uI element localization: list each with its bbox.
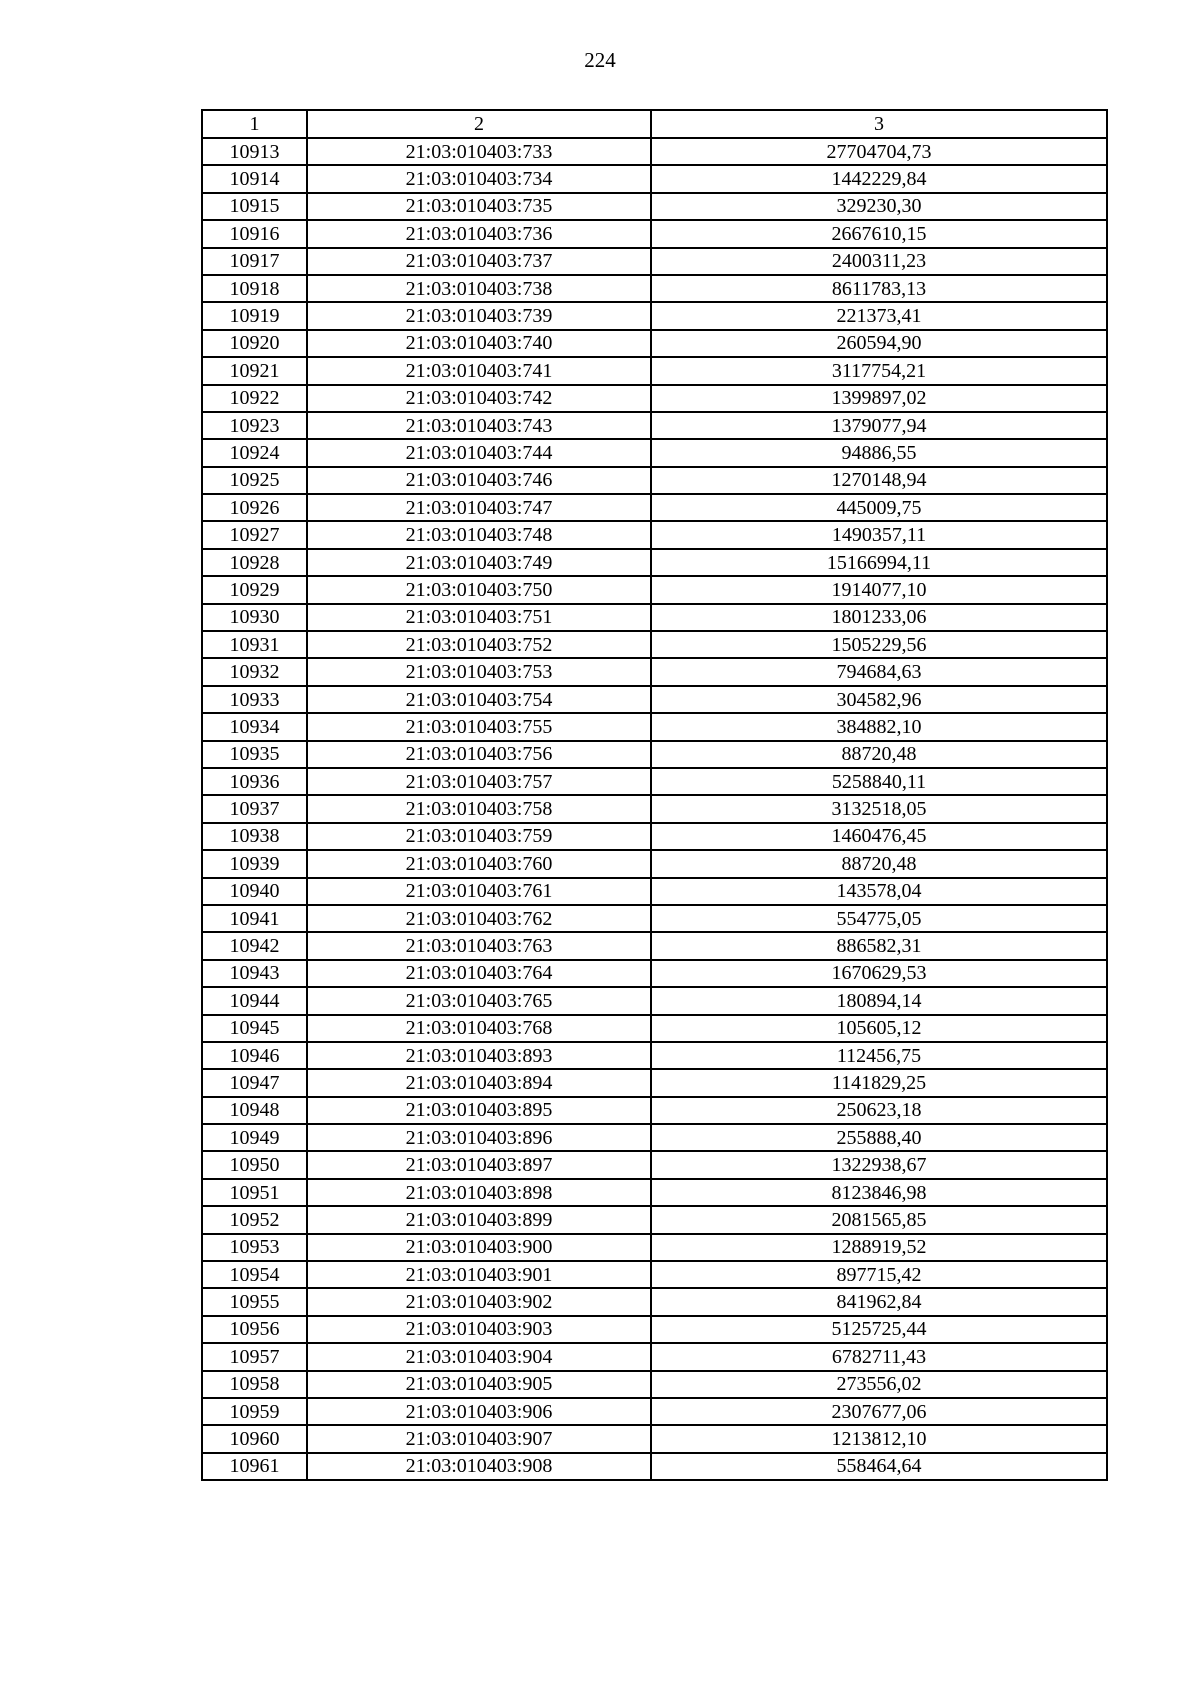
data-table (201, 109, 1108, 1481)
cadastral-number-cell: 21:03:010403:749 (307, 549, 651, 576)
column-header-2: 2 (307, 110, 651, 138)
cadastral-number-cell: 21:03:010403:736 (307, 220, 651, 247)
value-cell: 1141829,25 (651, 1069, 1107, 1096)
value-cell: 221373,41 (651, 302, 1107, 329)
cadastral-number-cell: 21:03:010403:899 (307, 1206, 651, 1233)
cadastral-number-cell: 21:03:010403:739 (307, 302, 651, 329)
value-cell: 1505229,56 (651, 631, 1107, 658)
table-row (202, 932, 1107, 959)
value-cell: 8611783,13 (651, 275, 1107, 302)
table-header-row (202, 110, 1107, 138)
row-number-cell: 10917 (202, 248, 307, 275)
value-cell: 558464,64 (651, 1453, 1107, 1480)
cadastral-number-cell: 21:03:010403:733 (307, 138, 651, 165)
value-cell: 94886,55 (651, 439, 1107, 466)
cadastral-number-cell: 21:03:010403:756 (307, 741, 651, 768)
table-row (202, 1425, 1107, 1452)
value-cell: 445009,75 (651, 494, 1107, 521)
cadastral-number-cell: 21:03:010403:747 (307, 494, 651, 521)
cadastral-number-cell: 21:03:010403:753 (307, 658, 651, 685)
table-row (202, 686, 1107, 713)
cadastral-number-cell: 21:03:010403:740 (307, 330, 651, 357)
table-row (202, 1015, 1107, 1042)
table-row (202, 1206, 1107, 1233)
cadastral-number-cell: 21:03:010403:902 (307, 1288, 651, 1315)
cadastral-number-cell: 21:03:010403:905 (307, 1371, 651, 1398)
table-row (202, 248, 1107, 275)
table-row (202, 768, 1107, 795)
row-number-cell: 10915 (202, 193, 307, 220)
value-cell: 554775,05 (651, 905, 1107, 932)
value-cell: 180894,14 (651, 987, 1107, 1014)
value-cell: 27704704,73 (651, 138, 1107, 165)
value-cell: 329230,30 (651, 193, 1107, 220)
table-row (202, 1151, 1107, 1178)
row-number-cell: 10953 (202, 1234, 307, 1261)
value-cell: 88720,48 (651, 850, 1107, 877)
table-row (202, 385, 1107, 412)
row-number-cell: 10918 (202, 275, 307, 302)
row-number-cell: 10941 (202, 905, 307, 932)
row-number-cell: 10957 (202, 1343, 307, 1370)
cadastral-number-cell: 21:03:010403:744 (307, 439, 651, 466)
value-cell: 250623,18 (651, 1097, 1107, 1124)
cadastral-number-cell: 21:03:010403:901 (307, 1261, 651, 1288)
cadastral-number-cell: 21:03:010403:908 (307, 1453, 651, 1480)
table-row (202, 330, 1107, 357)
table-row (202, 357, 1107, 384)
row-number-cell: 10946 (202, 1042, 307, 1069)
table-row (202, 138, 1107, 165)
table-row (202, 1371, 1107, 1398)
table-row (202, 987, 1107, 1014)
row-number-cell: 10950 (202, 1151, 307, 1178)
row-number-cell: 10934 (202, 713, 307, 740)
row-number-cell: 10920 (202, 330, 307, 357)
value-cell: 255888,40 (651, 1124, 1107, 1151)
table-row (202, 741, 1107, 768)
cadastral-number-cell: 21:03:010403:754 (307, 686, 651, 713)
row-number-cell: 10929 (202, 576, 307, 603)
table-row (202, 823, 1107, 850)
cadastral-number-cell: 21:03:010403:735 (307, 193, 651, 220)
row-number-cell: 10942 (202, 932, 307, 959)
table-row (202, 604, 1107, 631)
row-number-cell: 10925 (202, 467, 307, 494)
cadastral-number-cell: 21:03:010403:751 (307, 604, 651, 631)
table-row (202, 850, 1107, 877)
table-row (202, 1124, 1107, 1151)
cadastral-number-cell: 21:03:010403:895 (307, 1097, 651, 1124)
row-number-cell: 10943 (202, 960, 307, 987)
row-number-cell: 10956 (202, 1316, 307, 1343)
column-header-1: 1 (202, 110, 307, 138)
row-number-cell: 10922 (202, 385, 307, 412)
table-row (202, 1042, 1107, 1069)
value-cell: 1670629,53 (651, 960, 1107, 987)
row-number-cell: 10945 (202, 1015, 307, 1042)
cadastral-number-cell: 21:03:010403:737 (307, 248, 651, 275)
cadastral-number-cell: 21:03:010403:750 (307, 576, 651, 603)
row-number-cell: 10939 (202, 850, 307, 877)
row-number-cell: 10914 (202, 165, 307, 192)
table-row (202, 1069, 1107, 1096)
cadastral-number-cell: 21:03:010403:763 (307, 932, 651, 959)
cadastral-number-cell: 21:03:010403:746 (307, 467, 651, 494)
value-cell: 273556,02 (651, 1371, 1107, 1398)
table-row (202, 878, 1107, 905)
value-cell: 1288919,52 (651, 1234, 1107, 1261)
table-row (202, 658, 1107, 685)
table-row (202, 165, 1107, 192)
value-cell: 1270148,94 (651, 467, 1107, 494)
cadastral-number-cell: 21:03:010403:896 (307, 1124, 651, 1151)
row-number-cell: 10923 (202, 412, 307, 439)
value-cell: 260594,90 (651, 330, 1107, 357)
cadastral-number-cell: 21:03:010403:752 (307, 631, 651, 658)
table-row (202, 1398, 1107, 1425)
table-row (202, 220, 1107, 247)
row-number-cell: 10916 (202, 220, 307, 247)
value-cell: 794684,63 (651, 658, 1107, 685)
table-row (202, 905, 1107, 932)
table-row (202, 576, 1107, 603)
cadastral-number-cell: 21:03:010403:897 (307, 1151, 651, 1178)
value-cell: 15166994,11 (651, 549, 1107, 576)
table-row (202, 1453, 1107, 1480)
value-cell: 3132518,05 (651, 795, 1107, 822)
table-row (202, 1234, 1107, 1261)
cadastral-number-cell: 21:03:010403:906 (307, 1398, 651, 1425)
cadastral-number-cell: 21:03:010403:904 (307, 1343, 651, 1370)
table-row (202, 713, 1107, 740)
cadastral-number-cell: 21:03:010403:898 (307, 1179, 651, 1206)
value-cell: 88720,48 (651, 741, 1107, 768)
row-number-cell: 10955 (202, 1288, 307, 1315)
table-row (202, 1288, 1107, 1315)
cadastral-number-cell: 21:03:010403:757 (307, 768, 651, 795)
row-number-cell: 10928 (202, 549, 307, 576)
row-number-cell: 10951 (202, 1179, 307, 1206)
value-cell: 886582,31 (651, 932, 1107, 959)
table-row (202, 494, 1107, 521)
row-number-cell: 10937 (202, 795, 307, 822)
value-cell: 1213812,10 (651, 1425, 1107, 1452)
value-cell: 1399897,02 (651, 385, 1107, 412)
table-row (202, 1097, 1107, 1124)
cadastral-number-cell: 21:03:010403:764 (307, 960, 651, 987)
cadastral-number-cell: 21:03:010403:738 (307, 275, 651, 302)
cadastral-number-cell: 21:03:010403:760 (307, 850, 651, 877)
row-number-cell: 10961 (202, 1453, 307, 1480)
value-cell: 112456,75 (651, 1042, 1107, 1069)
table-row (202, 521, 1107, 548)
row-number-cell: 10952 (202, 1206, 307, 1233)
cadastral-number-cell: 21:03:010403:734 (307, 165, 651, 192)
value-cell: 1490357,11 (651, 521, 1107, 548)
table-row (202, 193, 1107, 220)
row-number-cell: 10958 (202, 1371, 307, 1398)
table-row (202, 275, 1107, 302)
value-cell: 3117754,21 (651, 357, 1107, 384)
value-cell: 2400311,23 (651, 248, 1107, 275)
value-cell: 1322938,67 (651, 1151, 1107, 1178)
cadastral-number-cell: 21:03:010403:903 (307, 1316, 651, 1343)
value-cell: 2081565,85 (651, 1206, 1107, 1233)
value-cell: 1442229,84 (651, 165, 1107, 192)
table-row (202, 960, 1107, 987)
value-cell: 1460476,45 (651, 823, 1107, 850)
table-row (202, 549, 1107, 576)
table-body (202, 110, 1107, 1480)
cadastral-number-cell: 21:03:010403:755 (307, 713, 651, 740)
value-cell: 5125725,44 (651, 1316, 1107, 1343)
row-number-cell: 10959 (202, 1398, 307, 1425)
value-cell: 304582,96 (651, 686, 1107, 713)
table-row (202, 302, 1107, 329)
cadastral-number-cell: 21:03:010403:765 (307, 987, 651, 1014)
value-cell: 841962,84 (651, 1288, 1107, 1315)
value-cell: 1379077,94 (651, 412, 1107, 439)
value-cell: 384882,10 (651, 713, 1107, 740)
row-number-cell: 10935 (202, 741, 307, 768)
value-cell: 105605,12 (651, 1015, 1107, 1042)
row-number-cell: 10954 (202, 1261, 307, 1288)
cadastral-number-cell: 21:03:010403:900 (307, 1234, 651, 1261)
column-header-3: 3 (651, 110, 1107, 138)
value-cell: 8123846,98 (651, 1179, 1107, 1206)
table-row (202, 467, 1107, 494)
table-row (202, 1179, 1107, 1206)
row-number-cell: 10927 (202, 521, 307, 548)
cadastral-number-cell: 21:03:010403:907 (307, 1425, 651, 1452)
cadastral-number-cell: 21:03:010403:741 (307, 357, 651, 384)
value-cell: 1914077,10 (651, 576, 1107, 603)
value-cell: 2307677,06 (651, 1398, 1107, 1425)
cadastral-number-cell: 21:03:010403:758 (307, 795, 651, 822)
row-number-cell: 10940 (202, 878, 307, 905)
value-cell: 897715,42 (651, 1261, 1107, 1288)
cadastral-number-cell: 21:03:010403:768 (307, 1015, 651, 1042)
value-cell: 143578,04 (651, 878, 1107, 905)
row-number-cell: 10944 (202, 987, 307, 1014)
row-number-cell: 10938 (202, 823, 307, 850)
table-row (202, 412, 1107, 439)
row-number-cell: 10932 (202, 658, 307, 685)
row-number-cell: 10947 (202, 1069, 307, 1096)
row-number-cell: 10933 (202, 686, 307, 713)
cadastral-number-cell: 21:03:010403:748 (307, 521, 651, 548)
row-number-cell: 10960 (202, 1425, 307, 1452)
row-number-cell: 10936 (202, 768, 307, 795)
value-cell: 1801233,06 (651, 604, 1107, 631)
table-row (202, 795, 1107, 822)
table-row (202, 631, 1107, 658)
cadastral-number-cell: 21:03:010403:759 (307, 823, 651, 850)
cadastral-number-cell: 21:03:010403:742 (307, 385, 651, 412)
table-row (202, 439, 1107, 466)
row-number-cell: 10919 (202, 302, 307, 329)
table-row (202, 1343, 1107, 1370)
row-number-cell: 10949 (202, 1124, 307, 1151)
row-number-cell: 10930 (202, 604, 307, 631)
value-cell: 5258840,11 (651, 768, 1107, 795)
cadastral-number-cell: 21:03:010403:893 (307, 1042, 651, 1069)
cadastral-number-cell: 21:03:010403:894 (307, 1069, 651, 1096)
value-cell: 6782711,43 (651, 1343, 1107, 1370)
cadastral-number-cell: 21:03:010403:761 (307, 878, 651, 905)
row-number-cell: 10921 (202, 357, 307, 384)
row-number-cell: 10948 (202, 1097, 307, 1124)
cadastral-number-cell: 21:03:010403:762 (307, 905, 651, 932)
row-number-cell: 10926 (202, 494, 307, 521)
page-number: 224 (584, 48, 616, 72)
row-number-cell: 10931 (202, 631, 307, 658)
row-number-cell: 10913 (202, 138, 307, 165)
table-row (202, 1261, 1107, 1288)
table-row (202, 1316, 1107, 1343)
row-number-cell: 10924 (202, 439, 307, 466)
cadastral-number-cell: 21:03:010403:743 (307, 412, 651, 439)
value-cell: 2667610,15 (651, 220, 1107, 247)
